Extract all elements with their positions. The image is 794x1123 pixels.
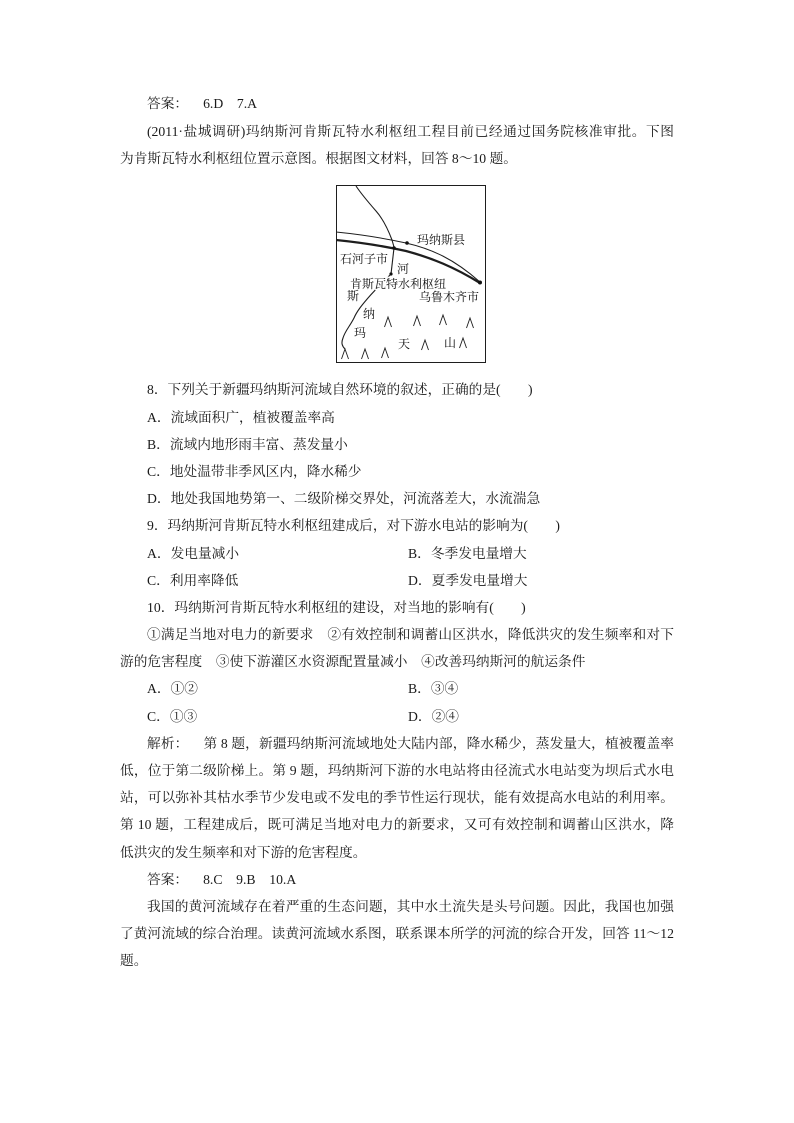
intro-line: 我国的黄河流域存在着严重的生态问题，其中水土流失是头号问题。因此，我国也加强 bbox=[147, 898, 674, 914]
intro-line: (2011·盐城调研)玛纳斯河肯斯瓦特水利枢纽工程目前已经通过国务院核准审批。下图 bbox=[147, 123, 674, 139]
kensiwate-location-map bbox=[336, 185, 486, 363]
shihezi-city-label: 石河子市 bbox=[340, 252, 389, 266]
question-9-options-row bbox=[120, 540, 674, 567]
answer-line-8-10 bbox=[120, 866, 674, 893]
question-10-option-d: D．②④ bbox=[408, 708, 459, 724]
question-9-stem: 9．玛纳斯河肯斯瓦特水利枢纽建成后，对下游水电站的影响为( ) bbox=[147, 518, 560, 534]
answer-label: 答案： bbox=[147, 96, 189, 112]
answer-value: 6.D 7.A bbox=[203, 96, 258, 112]
shihezi-city-dot bbox=[392, 246, 396, 250]
question-9-option-d: D．夏季发电量增大 bbox=[408, 572, 528, 588]
question-8-option-a: A．流域面积广，植被覆盖率高 bbox=[147, 409, 335, 425]
question-10-options-row bbox=[120, 675, 674, 702]
kensiwate-hub-label: 肯斯瓦特水利枢纽 bbox=[350, 277, 447, 291]
question-9-option-c: C．利用率降低 bbox=[147, 572, 239, 588]
question-8-stem: 8．下列关于新疆玛纳斯河流域自然环境的叙述，正确的是( ) bbox=[147, 382, 533, 398]
tianshan-label-tian: 天 bbox=[398, 337, 411, 351]
answer-label: 答案： bbox=[147, 871, 189, 887]
question-9-option-a: A．发电量减小 bbox=[147, 545, 240, 561]
analysis-line bbox=[120, 730, 674, 757]
question-9-option-b: B．冬季发电量增大 bbox=[408, 545, 527, 561]
analysis-line: 第 10 题，工程建成后，既可满足当地对电力的新要求，又可有效控制和调蓄山区洪水，降 bbox=[120, 817, 674, 833]
question-10-statements: ①满足当地对电力的新要求 ②有效控制和调蓄山区洪水，降低洪灾的发生频率和对下 bbox=[147, 627, 674, 643]
tianshan-label-shan: 山 bbox=[444, 336, 457, 350]
intro-line: 题。 bbox=[120, 953, 148, 969]
manasi-county-label: 玛纳斯县 bbox=[417, 233, 466, 247]
question-10-stem: 10．玛纳斯河肯斯瓦特水利枢纽的建设，对当地的影响有( ) bbox=[147, 599, 526, 615]
river-label-na: 纳 bbox=[363, 307, 376, 321]
question-10-option-a: A．①② bbox=[147, 681, 198, 697]
analysis-line: 低洪灾的发生频率和对下游的危害程度。 bbox=[120, 844, 367, 860]
urumqi-city-label: 乌鲁木齐市 bbox=[419, 290, 480, 304]
question-10-option-b: B．③④ bbox=[408, 681, 459, 697]
analysis-label: 解析： bbox=[147, 735, 189, 751]
question-9-options-row bbox=[120, 567, 674, 594]
manasi-county-dot bbox=[405, 241, 409, 245]
question-10-statements: 游的危害程度 ③使下游灌区水资源配置量减小 ④改善玛纳斯河的航运条件 bbox=[120, 654, 586, 670]
analysis-text: 第 8 题，新疆玛纳斯河流域地处大陆内部，降水稀少，蒸发量大，植被覆盖率 bbox=[203, 735, 674, 751]
river-label-si: 斯 bbox=[347, 289, 360, 303]
answer-line-6-7 bbox=[120, 90, 674, 117]
question-8-option-d: D．地处我国地势第一、二级阶梯交界处，河流落差大，水流湍急 bbox=[147, 491, 541, 507]
intro-line: 为肯斯瓦特水利枢纽位置示意图。根据图文材料，回答 8～10 题。 bbox=[120, 150, 517, 166]
river-label-he: 河 bbox=[397, 262, 410, 276]
urumqi-city-dot bbox=[478, 281, 482, 285]
answer-and-intro-block bbox=[120, 90, 674, 172]
intro-line: 了黄河流域的综合治理。读黄河流域水系图，联系课本所学的河流的综合开发，回答 11～12 bbox=[120, 926, 674, 942]
question-8-option-c: C．地处温带非季风区内，降水稀少 bbox=[147, 463, 362, 479]
answer-value: 8.C 9.B 10.A bbox=[203, 871, 297, 887]
river-label-ma: 玛 bbox=[354, 326, 367, 340]
analysis-line: 低，位于第二级阶梯上。第 9 题，玛纳斯河下游的水电站将由径流式水电站变为坝后式水电 bbox=[120, 763, 674, 779]
questions-block bbox=[120, 376, 674, 974]
question-8-option-b: B．流域内地形雨丰富、蒸发量小 bbox=[147, 436, 348, 452]
question-10-options-row bbox=[120, 703, 674, 730]
analysis-line: 站，可以弥补其枯水季节少发电或不发电的季节性运行现状，能有效提高水电站的利用率。 bbox=[120, 790, 674, 806]
kensiwate-dam-dot bbox=[389, 272, 392, 275]
question-10-option-c: C．①③ bbox=[147, 708, 198, 724]
